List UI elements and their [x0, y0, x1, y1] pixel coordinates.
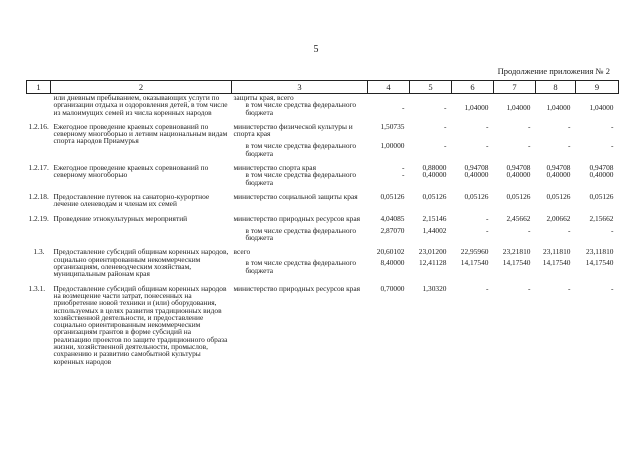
cell-value: - [444, 121, 447, 131]
row-source: всего [233, 247, 251, 257]
col-header: 5 [410, 81, 452, 94]
cell-value: 0,05126 [506, 191, 531, 201]
cell-value: 1,04000 [464, 103, 489, 113]
appendix-note: Продолжение приложения № 2 [497, 66, 610, 76]
row-source: в том числе средства федерального бюджета [245, 100, 357, 117]
row-source: министерство спорта края [233, 163, 316, 173]
cell-value: 0,94708 [464, 163, 489, 173]
table-row [27, 208, 619, 222]
cell-value: - [568, 225, 571, 235]
cell-value [368, 94, 410, 102]
row-source: министерство социальной защиты края [233, 191, 358, 201]
cell-value: 2,15146 [422, 213, 447, 223]
cell-value: 20,60102 [376, 247, 405, 257]
row-source: министерство физической культуры и спорта края [233, 121, 353, 139]
cell-value [494, 94, 536, 102]
cell-value: 0,05126 [546, 191, 571, 201]
cell-value: 0,70000 [380, 283, 405, 293]
row-name: Ежегодное проведение краевых соревнований по северному многоборью и летним национальным видам спорта народов Приамурья [53, 121, 228, 146]
cell-value: 12,41128 [419, 258, 447, 268]
col-header: 8 [536, 81, 576, 94]
cell-value: - [528, 283, 531, 293]
cell-value: - [568, 121, 571, 131]
cell-value: 2,87070 [380, 225, 405, 235]
cell-value: 1,04000 [589, 103, 614, 113]
row-code: 1.2.17. [28, 163, 49, 173]
row-code: 1.3. [33, 247, 45, 257]
cell-value: - [528, 121, 531, 131]
cell-value: - [444, 141, 447, 151]
table-header-row [27, 81, 619, 94]
cell-value: 0,88000 [422, 163, 447, 173]
row-code [27, 94, 51, 116]
cell-value: 0,40000 [464, 170, 489, 180]
cell-value: - [486, 121, 489, 131]
row-code: 1.2.18. [28, 191, 49, 201]
cell-value: 23,11810 [586, 247, 614, 257]
cell-value: 0,94708 [506, 163, 531, 173]
cell-value: - [486, 213, 489, 223]
cell-value: - [402, 163, 405, 173]
cell-value: - [611, 141, 614, 151]
cell-value: 23,21810 [502, 247, 531, 257]
col-header: 6 [452, 81, 494, 94]
cell-value: - [444, 103, 447, 113]
table-row [27, 278, 619, 365]
cell-value: 0,05126 [589, 191, 614, 201]
cell-value: 0,94708 [546, 163, 571, 173]
cell-value: 0,40000 [422, 170, 447, 180]
cell-value: 1,04000 [506, 103, 531, 113]
cell-value: 1,00000 [380, 141, 405, 151]
cell-value: 0,05126 [380, 191, 405, 201]
col-header: 4 [368, 81, 410, 94]
cell-value: 2,45662 [506, 213, 531, 223]
cell-value: - [486, 225, 489, 235]
cell-value: - [402, 103, 405, 113]
cell-value: 0,40000 [589, 170, 614, 180]
cell-value: 8,40000 [380, 258, 405, 268]
row-name: Ежегодное проведение краевых соревнований по северному многоборью [53, 163, 209, 180]
row-source: в том числе средства федерального бюджета [245, 225, 357, 243]
budget-table [26, 80, 619, 365]
cell-value: 23,01200 [418, 247, 447, 257]
cell-value: 0,05126 [422, 191, 447, 201]
cell-value: - [402, 170, 405, 180]
table-row [27, 116, 619, 138]
row-name: Предоставление субсидий общинам коренных народов на возмещение части затрат, понесенных на приобретение новой техники и (или) оборудования, используемых в целях развития традиционных видов хозяйственной деятельности, и предоставление социально ориентированным некоммерческим организациям грантов в форме субсидий на реализацию проектов по защите традиционного образа жизни, хозяйственной деятельности, промыслов, сохранению и развитию самобытной культуры коренных народов [53, 283, 228, 366]
cell-value: 0,40000 [546, 170, 571, 180]
row-source: защиты края, всего [233, 93, 294, 102]
table-row [27, 186, 619, 208]
row-source: в том числе средства федерального бюджета [245, 258, 357, 275]
col-header: 7 [494, 81, 536, 94]
cell-value: - [486, 283, 489, 293]
row-name: Предоставление субсидий общинам коренных народов, социально ориентированным некоммерческим организациям, оленеводческим хозяйствам, муниципальным районам края [53, 247, 229, 279]
table-row [27, 241, 619, 259]
cell-value: - [611, 121, 614, 131]
cell-value: 14,17540 [542, 258, 571, 268]
row-code: 1.3.1. [28, 283, 46, 293]
cell-value: 1,04000 [546, 103, 571, 113]
cell-value: - [568, 141, 571, 151]
cell-value: 14,17540 [585, 258, 614, 268]
cell-value [452, 94, 494, 102]
cell-value: 1,30320 [422, 283, 447, 293]
cell-value: - [528, 141, 531, 151]
cell-value: 14,17540 [460, 258, 489, 268]
cell-value [410, 94, 452, 102]
col-header: 2 [51, 81, 232, 94]
cell-value: - [611, 283, 614, 293]
cell-value: 0,05126 [464, 191, 489, 201]
cell-value: 2,15662 [589, 213, 614, 223]
row-name: Проведение этнокультурных мероприятий [53, 213, 188, 223]
cell-value: - [486, 141, 489, 151]
cell-value: 4,04085 [380, 213, 405, 223]
cell-value: 22,95960 [460, 247, 489, 257]
cell-value: - [568, 283, 571, 293]
cell-value: - [528, 225, 531, 235]
row-name: или дневным пребыванием, оказывающих услуги по организации отдыха и оздоровления детей, в том числе из малоимущих семей из числа коренных народов [53, 93, 228, 117]
row-source: в том числе средства федерального бюджета [245, 170, 357, 187]
col-header: 3 [232, 81, 368, 94]
cell-value: 0,94708 [589, 163, 614, 173]
row-code: 1.2.19. [28, 213, 49, 223]
page-number: 5 [313, 44, 319, 55]
cell-value: 23,11810 [543, 247, 571, 257]
row-source: министерство природных ресурсов края [233, 283, 361, 293]
cell-value: 2,00662 [546, 213, 571, 223]
cell-value: 1,50735 [380, 121, 405, 131]
row-source: в том числе средства федерального бюджета [245, 141, 357, 158]
col-header: 9 [576, 81, 619, 94]
cell-value [536, 94, 576, 102]
row-code: 1.2.16. [28, 121, 49, 131]
cell-value: 0,40000 [506, 170, 531, 180]
table-row [27, 157, 619, 171]
col-header: 1 [27, 81, 51, 94]
row-source: министерство природных ресурсов края [233, 213, 361, 223]
cell-value: 14,17540 [502, 258, 531, 268]
cell-value: 1,44002 [422, 225, 447, 235]
row-name: Предоставление путевок на санаторно-курортное лечение оленеводам и членам их семей [53, 191, 210, 209]
cell-value [576, 94, 619, 102]
cell-value: - [611, 225, 614, 235]
